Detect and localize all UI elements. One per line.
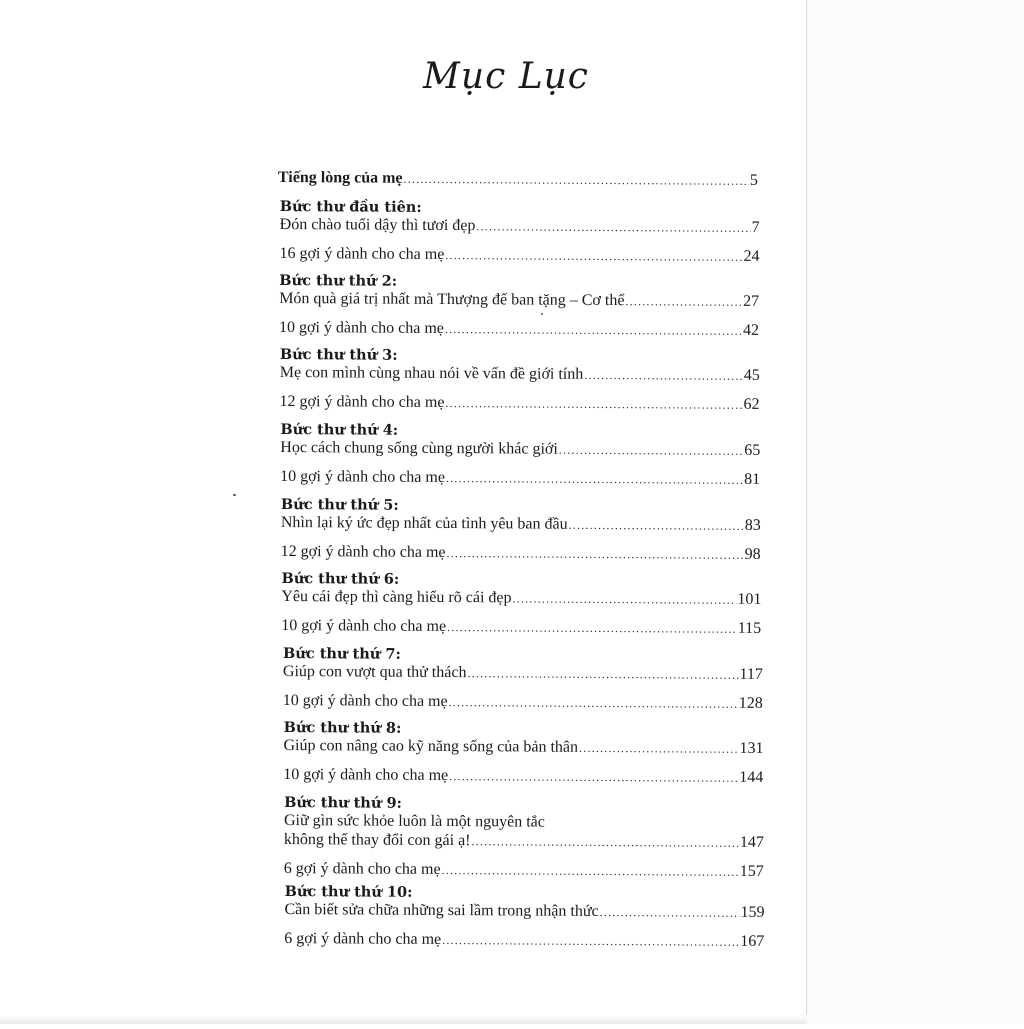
toc-line xyxy=(281,513,761,536)
chapter-title: Yêu cái đẹp thì càng hiểu rõ cái đẹp xyxy=(281,588,512,607)
chapter-page-number: 159 xyxy=(740,903,765,921)
toc-entry-title: Tiếng lòng của mẹ xyxy=(277,168,403,187)
dot-leader xyxy=(512,589,736,609)
chapter-title: Giúp con nâng cao kỹ năng sống của bản thân xyxy=(283,737,579,756)
dot-leader xyxy=(559,441,744,461)
page-title: Mục Lục xyxy=(423,56,589,97)
tips-page-number: 24 xyxy=(743,247,760,265)
dot-leader xyxy=(445,246,742,267)
toc-letter-2 xyxy=(279,272,759,341)
dot-leader xyxy=(625,292,742,312)
tips-title: 12 gợi ý dành cho cha mẹ xyxy=(280,543,446,562)
dot-leader xyxy=(569,516,744,536)
tips-page-number: 167 xyxy=(740,932,765,950)
dot-leader xyxy=(447,618,737,639)
toc-line xyxy=(283,765,763,788)
tips-title: 10 gợi ý dành cho cha mẹ xyxy=(281,617,447,636)
tips-page-number: 115 xyxy=(737,619,762,637)
dot-leader xyxy=(579,739,739,759)
chapter-title: Học cách chung sống cùng người khác giới xyxy=(280,439,558,458)
chapter-title-line-1: Giữ gìn sức khỏe luôn là một nguyên tắc xyxy=(283,812,545,831)
dot-leader xyxy=(445,394,742,415)
chapter-title: Mẹ con mình cùng nhau nói về vấn đề giới tính xyxy=(279,364,584,383)
toc-line xyxy=(278,168,758,191)
dot-leader xyxy=(442,861,739,882)
toc-line xyxy=(284,830,764,853)
tips-title: 16 gợi ý dành cho cha mẹ xyxy=(279,244,445,264)
toc-line xyxy=(283,662,763,685)
toc-line xyxy=(281,587,761,610)
toc-letter-5 xyxy=(281,496,761,565)
chapter-page-number: 45 xyxy=(743,366,760,384)
chapter-page-number: 147 xyxy=(739,833,764,851)
chapter-title: Đón chào tuổi dậy thì tươi đẹp xyxy=(279,215,476,235)
toc-letter-4 xyxy=(280,421,760,490)
toc-line xyxy=(279,318,759,341)
tips-title: 10 gợi ý dành cho cha mẹ xyxy=(278,318,444,338)
chapter-page-number: 117 xyxy=(739,665,763,683)
dot-leader xyxy=(476,217,750,238)
toc-line xyxy=(279,289,759,312)
tips-title: 10 gợi ý dành cho cha mẹ xyxy=(280,468,446,487)
dot-leader xyxy=(584,366,743,386)
toc-line xyxy=(283,736,763,759)
toc-line xyxy=(280,363,760,386)
toc-line xyxy=(280,215,760,238)
print-speck xyxy=(541,313,543,315)
toc-line xyxy=(284,900,764,923)
toc-entry-intro xyxy=(278,168,758,191)
dot-leader xyxy=(445,320,742,341)
tips-page-number: 42 xyxy=(742,321,760,339)
dot-leader xyxy=(442,931,739,952)
letter-heading: Bức thư thứ 8: xyxy=(283,719,402,737)
chapter-title: Món quà giá trị nhất mà Thượng đế ban tặng – Cơ thể xyxy=(279,289,625,310)
toc-letter-1 xyxy=(279,198,759,267)
letter-heading: Bức thư thứ 3: xyxy=(279,346,398,364)
letter-heading: Bức thư thứ 10: xyxy=(284,883,413,901)
dot-leader xyxy=(600,903,740,923)
tips-page-number: 144 xyxy=(739,768,764,786)
tips-page-number: 128 xyxy=(738,694,763,712)
letter-heading: Bức thư thứ 6: xyxy=(281,570,400,588)
chapter-page-number: 131 xyxy=(739,739,764,757)
print-speck xyxy=(233,494,236,496)
toc-page-number: 5 xyxy=(749,171,758,189)
toc-line xyxy=(283,691,763,714)
dot-leader xyxy=(446,544,743,565)
dot-leader xyxy=(471,832,738,853)
dot-leader xyxy=(467,664,738,685)
tips-title: 10 gợi ý dành cho cha mẹ xyxy=(283,766,449,785)
chapter-title: Giúp con vượt qua thử thách xyxy=(282,663,467,682)
tips-page-number: 62 xyxy=(743,395,760,413)
dot-leader xyxy=(446,469,743,490)
chapter-title: không thể thay đổi con gái ạ! xyxy=(283,831,471,850)
chapter-page-number: 83 xyxy=(744,516,761,534)
tips-title: 6 gợi ý dành cho cha mẹ xyxy=(283,860,441,878)
dot-leader xyxy=(449,693,738,714)
letter-heading: Bức thư thứ 7: xyxy=(282,645,401,663)
chapter-title: Nhìn lại ký ức đẹp nhất của tình yêu ban đầu xyxy=(280,514,568,533)
letter-heading: Bức thư thứ 5: xyxy=(280,496,399,514)
toc-letter-8 xyxy=(283,719,763,788)
toc-line xyxy=(281,542,761,565)
chapter-title: Cần biết sửa chữa những sai lầm trong nhận thức xyxy=(284,901,599,920)
toc-line xyxy=(280,438,760,461)
chapter-page-number: 65 xyxy=(744,441,761,459)
chapter-page-number: 101 xyxy=(737,590,762,608)
letter-heading: Bức thư thứ 4: xyxy=(280,421,399,439)
toc-line xyxy=(281,616,761,639)
toc-line xyxy=(284,929,764,952)
toc-letter-6 xyxy=(281,570,761,639)
dot-leader xyxy=(403,170,749,191)
toc-letter-7 xyxy=(283,645,763,714)
tips-title: 10 gợi ý dành cho cha mẹ xyxy=(282,692,448,711)
toc-letter-9 xyxy=(284,794,765,882)
toc-letter-10 xyxy=(284,883,764,952)
dot-leader xyxy=(449,767,738,788)
tips-title: 6 gợi ý dành cho cha mẹ xyxy=(284,930,442,948)
letter-heading: Bức thư thứ 2: xyxy=(279,271,398,290)
letter-heading: Bức thư thứ 9: xyxy=(284,794,402,812)
tips-page-number: 81 xyxy=(744,470,761,488)
toc-line xyxy=(280,467,760,490)
chapter-page-number: 7 xyxy=(751,218,760,236)
tips-page-number: 98 xyxy=(744,545,761,563)
chapter-page-number: 27 xyxy=(743,292,760,310)
toc-line xyxy=(284,859,764,882)
letter-heading: Bức thư đầu tiên: xyxy=(279,197,422,216)
toc-line xyxy=(280,392,760,415)
toc-letter-3 xyxy=(280,346,760,415)
tips-page-number: 157 xyxy=(739,862,764,880)
tips-title: 12 gợi ý dành cho cha mẹ xyxy=(279,393,445,412)
toc-line xyxy=(279,244,759,267)
